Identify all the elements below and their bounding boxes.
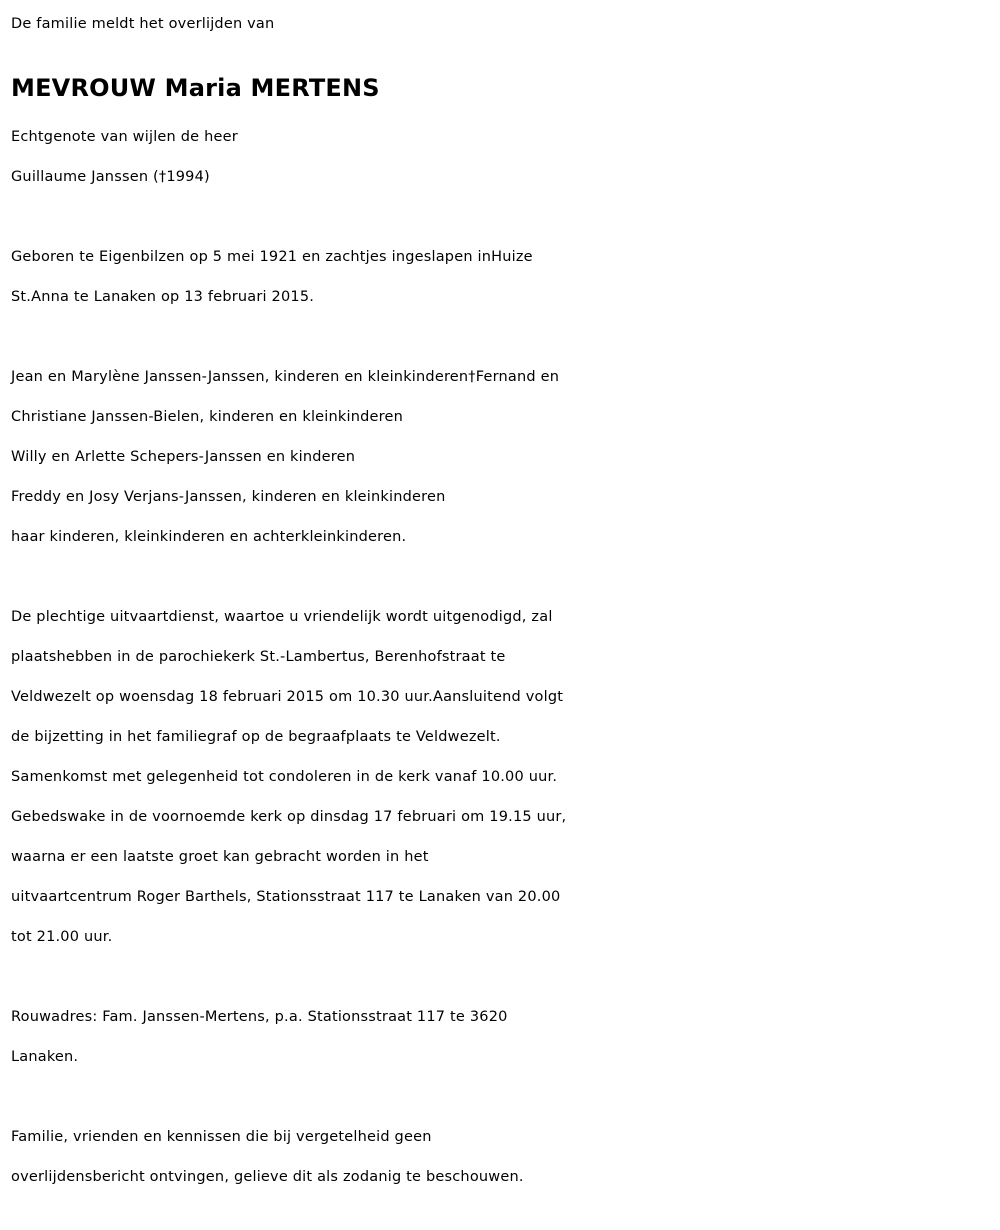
service-line: waarna er een laatste groet kan gebracht worden in het	[11, 849, 429, 865]
service-line: uitvaartcentrum Roger Barthels, Stationsstraat 117 te Lanaken van 20.00	[11, 889, 561, 905]
spouse-line-2: Guillaume Janssen (†1994)	[11, 169, 210, 185]
spacer	[11, 197, 996, 237]
announcement-text: De familie meldt het overlijden van	[11, 16, 275, 32]
service-line: Veldwezelt op woensdag 18 februari 2015 om 10.30 uur.Aansluitend volgt	[11, 689, 564, 705]
service-line: De plechtige uitvaartdienst, waartoe u vriendelijk wordt uitgenodigd, zal	[11, 609, 553, 625]
service-line: de bijzetting in het familiegraf op de begraafplaats te Veldwezelt.	[11, 729, 501, 745]
family-line: Jean en Marylène Janssen-Janssen, kinderen en kleinkinderen†Fernand en	[11, 369, 560, 385]
service-line: Samenkomst met gelegenheid tot condoleren in de kerk vanaf 10.00 uur.	[11, 769, 558, 785]
spacer	[11, 957, 996, 997]
spacer	[11, 1077, 996, 1117]
service-line: tot 21.00 uur.	[11, 929, 113, 945]
deceased-name: MEVROUW Maria MERTENS	[11, 74, 380, 102]
birth-line-1: Geboren te Eigenbilzen op 5 mei 1921 en zachtjes ingeslapen inHuize	[11, 249, 533, 265]
spacer	[11, 557, 996, 597]
family-line: haar kinderen, kleinkinderen en achterkleinkinderen.	[11, 529, 407, 545]
closing-line: overlijdensbericht ontvingen, gelieve dit als zodanig te beschouwen.	[11, 1169, 524, 1185]
service-line: Gebedswake in de voornoemde kerk op dinsdag 17 februari om 19.15 uur,	[11, 809, 567, 825]
spouse-line-1: Echtgenote van wijlen de heer	[11, 129, 238, 145]
family-line: Willy en Arlette Schepers-Janssen en kinderen	[11, 449, 356, 465]
family-line: Freddy en Josy Verjans-Janssen, kinderen en kleinkinderen	[11, 489, 446, 505]
address-line: Lanaken.	[11, 1049, 79, 1065]
birth-line-2: St.Anna te Lanaken op 13 februari 2015.	[11, 289, 315, 305]
address-line: Rouwadres: Fam. Janssen-Mertens, p.a. Stationsstraat 117 te 3620	[11, 1009, 508, 1025]
closing-line: Familie, vrienden en kennissen die bij vergetelheid geen	[11, 1129, 432, 1145]
death-notice	[11, 4, 996, 1197]
spacer	[11, 317, 996, 357]
family-line: Christiane Janssen-Bielen, kinderen en kleinkinderen	[11, 409, 404, 425]
service-line: plaatshebben in de parochiekerk St.-Lambertus, Berenhofstraat te	[11, 649, 506, 665]
